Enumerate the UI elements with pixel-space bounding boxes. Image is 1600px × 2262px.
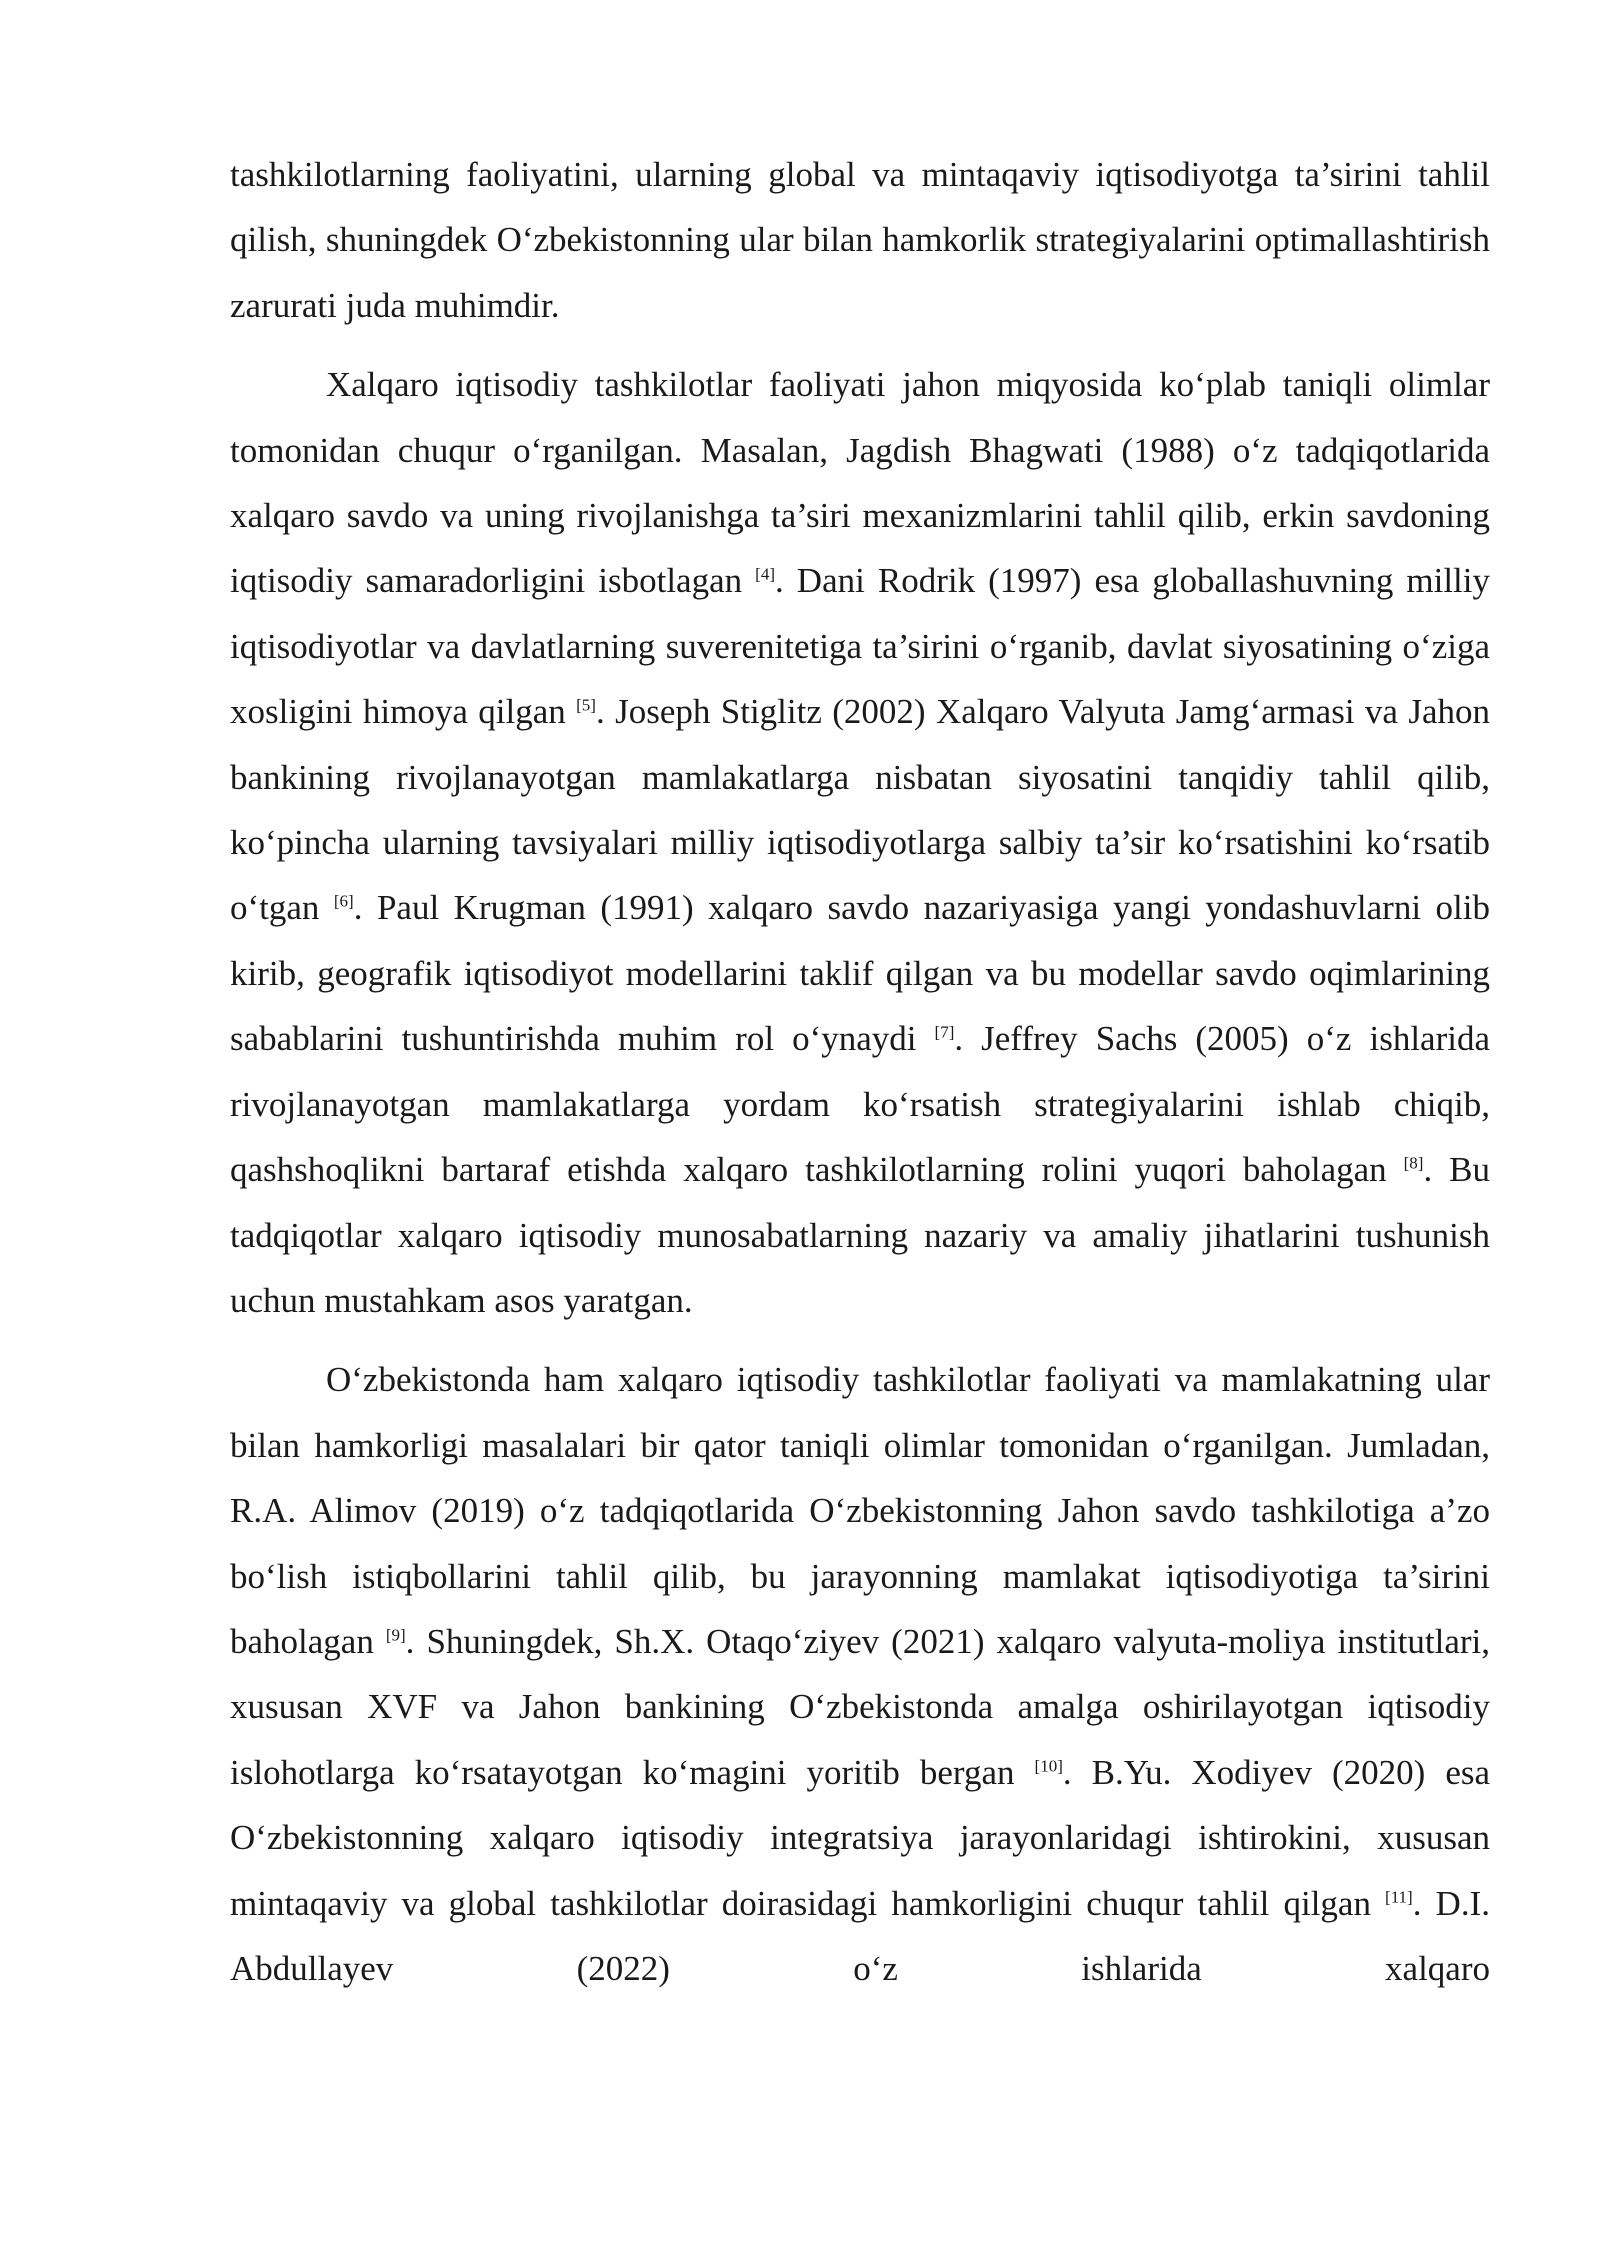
paragraph-text: . Paul Krugman (1991) xalqaro savdo nazariyasiga yangi yondashuvlarni olib kirib, geografik iqtisodiyot modellarini taklif qilgan va bu modellar savdo oqimlarining sabablarini tushuntirishda muhim rol o‘ynaydi <box>230 888 1490 1059</box>
paragraph-3 <box>230 1347 1490 2001</box>
paragraph-text: . Joseph Stiglitz (2002) Xalqaro Valyuta Jamg‘armasi va Jahon bankining rivojlanayotgan mamlakatlarga nisbatan siyosatini tanqidiy tahlil qilib, ko‘pincha ularning tavsiyalari milliy iqtisodiyotlarga salbiy ta’sir ko‘rsatishini ko‘rsatib o‘tgan <box>230 692 1491 928</box>
paragraph-text: tashkilotlarning faoliyatini, ularning global va mintaqaviy iqtisodiyotga ta’sirini tahlil qilish, shuningdek O‘zbekistonning ular bilan hamkorlik strategiyalarini optimallashtirish zarurati juda muhimdir. <box>230 155 1490 325</box>
citation-ref: [10] <box>1034 1756 1063 1775</box>
citation-ref: [4] <box>755 564 775 584</box>
citation-ref: [6] <box>333 891 354 911</box>
paragraph-2 <box>230 352 1490 1333</box>
paragraph-text: . Jeffrey Sachs (2005) o‘z ishlarida rivojlanayotgan mamlakatlarga yordam ko‘rsatish strategiyalarini ishlab chiqib, qashshoqlikni bartaraf etishda xalqaro tashkilotlarning rolini yuqori baholagan <box>230 1019 1490 1190</box>
citation-ref: [7] <box>934 1022 955 1042</box>
citation-ref: [11] <box>1385 1886 1413 1906</box>
paragraph-text: . Bu tadqiqotlar xalqaro iqtisodiy munosabatlarning nazariy va amaliy jihatlarini tushunish uchun mustahkam asos yaratgan. <box>230 1150 1490 1320</box>
paragraph-text: . Shuningdek, Sh.X. Otaqo‘ziyev (2021) xalqaro valyuta-moliya institutlari, xususan XVF va Jahon bankining O‘zbekistonda amalga oshirilayotgan iqtisodiy islohotlarga ko‘rsatayotgan ko‘magini yoritib bergan <box>230 1621 1490 1792</box>
paragraph-text: Xalqaro iqtisodiy tashkilotlar faoliyati jahon miqyosida ko‘plab taniqli olimlar tomonidan chuqur o‘rganilgan. Masalan, Jagdish Bhagwati (1988) o‘z tadqiqotlarida xalqaro savdo va uning rivojlanishga ta’siri mexanizmlarini tahlil qilib, erkin savdoning iqtisodiy samaradorligini isbotlagan <box>230 365 1490 601</box>
paragraph-1 <box>230 142 1490 338</box>
citation-ref: [9] <box>385 1625 406 1645</box>
paragraph-text: O‘zbekistonda ham xalqaro iqtisodiy tashkilotlar faoliyati va mamlakatning ular bilan hamkorligi masalalari bir qator taniqli olimlar tomonidan o‘rganilgan. Jumladan, R.A. Alimov (2019) o‘z tadqiqotlarida O‘zbekistonning Jahon savdo tashkilotiga a’zo bo‘lish istiqbollarini tahlil qilib, bu jarayonning mamlakat iqtisodiyotiga ta’sirini baholagan <box>230 1360 1490 1661</box>
citation-ref: [5] <box>576 695 596 715</box>
paragraph-text: . D.I. Abdullayev (2022) o‘z ishlarida xalqaro <box>230 1883 1490 1988</box>
document-page <box>230 142 1490 2001</box>
paragraph-text: . Dani Rodrik (1997) esa globallashuvning milliy iqtisodiyotlar va davlatlarning suverenitetiga ta’sirini o‘rganib, davlat siyosatining o‘ziga xosligini himoya qilgan <box>230 561 1490 732</box>
paragraph-text: . B.Yu. Xodiyev (2020) esa O‘zbekistonning xalqaro iqtisodiy integratsiya jarayonlaridagi ishtirokini, xususan mintaqaviy va global tashkilotlar doirasidagi hamkorligini chuqur tahlil qilgan <box>230 1752 1491 1923</box>
citation-ref: [8] <box>1403 1153 1424 1173</box>
